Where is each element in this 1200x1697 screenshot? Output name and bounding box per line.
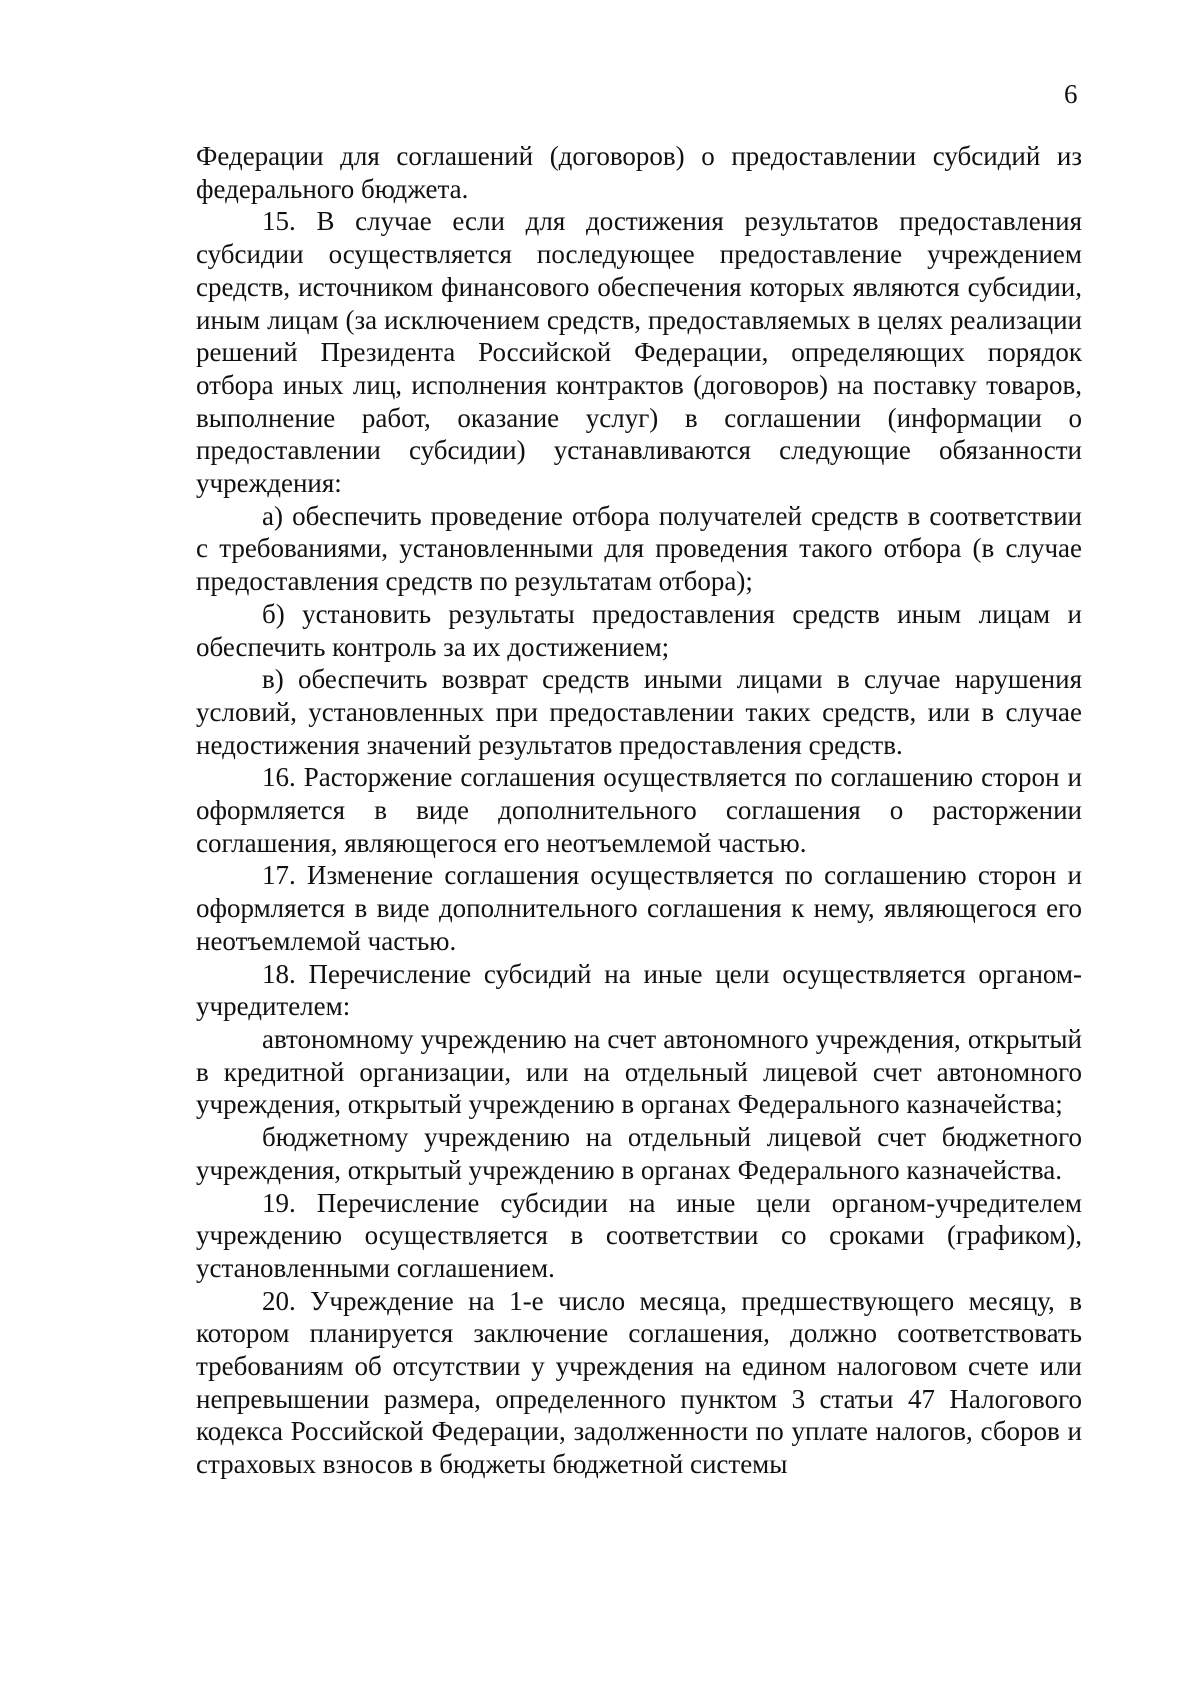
paragraph-item-16: 16. Расторжение соглашения осуществляется по соглашению сторон и оформляется в виде дополнительного соглашения о расторжении соглашения, являющегося его неотъемлемой частью. [196, 762, 1082, 858]
paragraph-item-17: 17. Изменение соглашения осуществляется по соглашению сторон и оформляется в виде дополнительного соглашения к нему, являющегося его неотъемлемой частью. [196, 860, 1082, 956]
paragraph-subitem-a: а) обеспечить проведение отбора получателей средств в соответствии с требованиями, установленными для проведения такого отбора (в случае предоставления средств по результатам отбора); [196, 500, 1082, 597]
paragraph-subitem-v: в) обеспечить возврат средств иными лицами в случае нарушения условий, установленных при предоставлении таких средств, или в случае недостижения значений результатов предоставления средств. [196, 664, 1082, 760]
paragraph-autonomous-institution: автономному учреждению на счет автономного учреждения, открытый в кредитной организации, или на отдельный лицевой счет автономного учреждения, открытый учреждению в органах Федерального казначейства; [196, 1023, 1082, 1120]
paragraph-item-19: 19. Перечисление субсидии на иные цели органом-учредителем учреждению осуществляется в соответствии со сроками (графиком), установленными соглашением. [196, 1187, 1082, 1283]
paragraph-item-20: 20. Учреждение на 1-е число месяца, предшествующего месяцу, в котором планируется заключение соглашения, должно соответствовать требованиям об отсутствии у учреждения на едином налоговом счете или непревышении размера, определенного пунктом 3 статьи 47 Налогового кодекса Российской Федерации, задолженности по уплате налогов, сборов и страховых взносов в бюджеты бюджетной системы [196, 1285, 1082, 1480]
paragraph-budget-institution: бюджетному учреждению на отдельный лицевой счет бюджетного учреждения, открытый учреждению в органах Федерального казначейства. [196, 1122, 1082, 1185]
paragraph-continuation: Федерации для соглашений (договоров) о предоставлении субсидий из федерального бюджета. [196, 141, 1082, 204]
paragraph-item-18: 18. Перечисление субсидий на иные цели осуществляется органом-учредителем: [196, 958, 1082, 1022]
page-number: 6 [1064, 79, 1078, 109]
document-body [196, 140, 1082, 1481]
paragraph-item-15: 15. В случае если для достижения результатов предоставления субсидии осуществляется последующее предоставление учреждением средств, источником финансового обеспечения которых являются субсидии, иным лицам (за исключением средств, предоставляемых в целях реализации решений Президента Российской Федерации, определяющих порядок отбора иных лиц, исполнения контрактов (договоров) на поставку товаров, выполнение работ, оказание услуг) в соглашении (информации о предоставлении субсидии) устанавливаются следующие обязанности учреждения: [196, 206, 1082, 499]
paragraph-subitem-b: б) установить результаты предоставления средств иным лицам и обеспечить контроль за их достижением; [196, 598, 1082, 662]
